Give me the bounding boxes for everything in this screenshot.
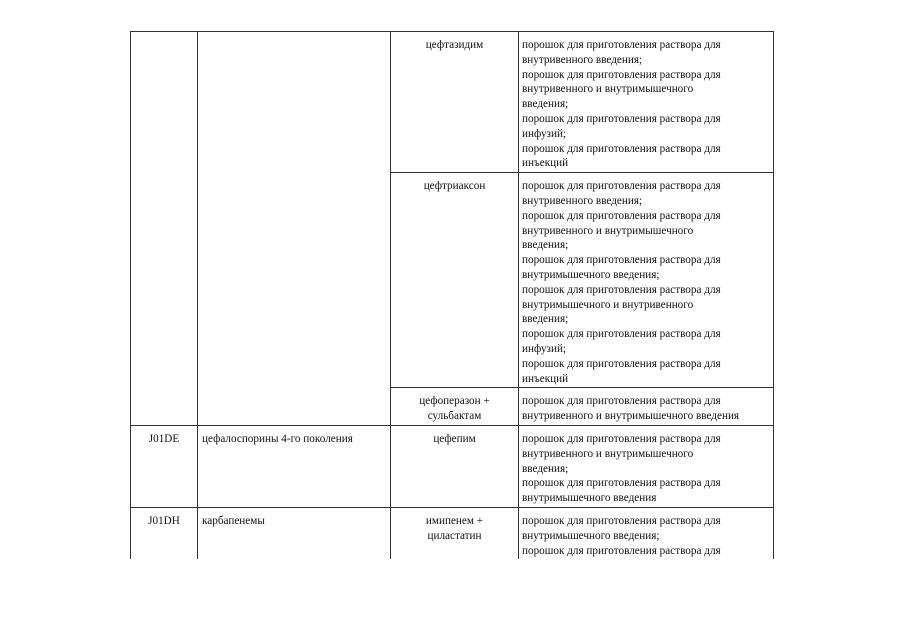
drug-name-cell <box>391 32 519 173</box>
dosage-form-line: порошок для приготовления раствора для <box>522 544 721 557</box>
dosage-forms-cell <box>519 507 774 559</box>
drug-name-line: имипенем + <box>425 514 484 527</box>
dosage-forms-cell <box>519 388 774 426</box>
table-row <box>131 507 774 559</box>
atc-code-cell <box>131 32 198 426</box>
drug-name-cell <box>391 425 519 507</box>
dosage-form-line: внутримышечного введения <box>522 492 657 505</box>
table-row <box>131 425 774 507</box>
drug-name-cell <box>391 388 519 426</box>
group-name: карбапенемы <box>202 514 265 527</box>
dosage-form-line: внутривенного и внутримышечного <box>522 224 694 237</box>
dosage-forms-cell <box>519 425 774 507</box>
atc-code-cell <box>131 507 198 559</box>
dosage-form-line: порошок для приготовления раствора для <box>522 395 721 408</box>
dosage-forms-cell <box>519 32 774 173</box>
atc-code: J01DE <box>148 432 180 445</box>
drug-name-cell <box>391 507 519 559</box>
dosage-form-line: введения; <box>522 462 569 475</box>
group-name-cell <box>198 32 391 426</box>
drug-name-line: цефтазидим <box>425 39 484 51</box>
drug-table <box>130 31 774 559</box>
dosage-form-line: внутривенного и внутримышечного введения <box>522 410 740 423</box>
dosage-form-line: порошок для приготовления раствора для <box>522 514 721 527</box>
dosage-form-line: порошок для приготовления раствора для <box>522 209 721 222</box>
dosage-form-line: инфузий; <box>522 127 567 140</box>
dosage-form-line: внутривенного и внутримышечного <box>522 83 694 96</box>
group-name-cell <box>198 507 391 559</box>
dosage-form-line: порошок для приготовления раствора для <box>522 180 721 193</box>
dosage-form-line: внутривенного и внутримышечного <box>522 447 694 460</box>
dosage-form-line: порошок для приготовления раствора для <box>522 254 721 267</box>
dosage-form-line: введения; <box>522 239 569 252</box>
drug-name-line: циластатин <box>427 529 482 542</box>
dosage-form-line: порошок для приготовления раствора для <box>522 39 721 51</box>
drug-name-line: цефтриаксон <box>423 180 486 193</box>
drug-name-line: цефепим <box>433 432 476 445</box>
group-name-cell <box>198 425 391 507</box>
dosage-form-line: внутримышечного введения; <box>522 268 660 281</box>
dosage-form-line: внутривенного введения; <box>522 53 643 66</box>
dosage-form-line: порошок для приготовления раствора для <box>522 112 721 125</box>
dosage-form-line: порошок для приготовления раствора для <box>522 283 721 296</box>
dosage-form-line: порошок для приготовления раствора для <box>522 68 721 81</box>
dosage-form-line: внутримышечного введения; <box>522 529 660 542</box>
table-row <box>131 32 774 173</box>
dosage-form-line: инъекций <box>522 372 569 385</box>
dosage-form-line: порошок для приготовления раствора для <box>522 357 721 370</box>
atc-code: J01DH <box>148 514 180 527</box>
dosage-form-line: порошок для приготовления раствора для <box>522 477 721 490</box>
dosage-form-line: внутривенного введения; <box>522 194 643 207</box>
dosage-form-line: инфузий; <box>522 342 567 355</box>
dosage-form-line: инъекций <box>522 157 569 170</box>
dosage-form-line: введения; <box>522 98 569 111</box>
dosage-form-line: внутримышечного и внутривенного <box>522 298 694 311</box>
dosage-form-line: введения; <box>522 313 569 326</box>
dosage-form-line: порошок для приготовления раствора для <box>522 142 721 155</box>
drug-name-line: сульбактам <box>427 410 482 423</box>
drug-name-cell <box>391 173 519 388</box>
atc-code-cell <box>131 425 198 507</box>
group-name: цефалоспорины 4-го поколения <box>202 432 353 445</box>
drug-name-line: цефоперазон + <box>419 395 490 408</box>
dosage-form-line: порошок для приготовления раствора для <box>522 432 721 445</box>
dosage-forms-cell <box>519 173 774 388</box>
dosage-form-line: порошок для приготовления раствора для <box>522 328 721 341</box>
